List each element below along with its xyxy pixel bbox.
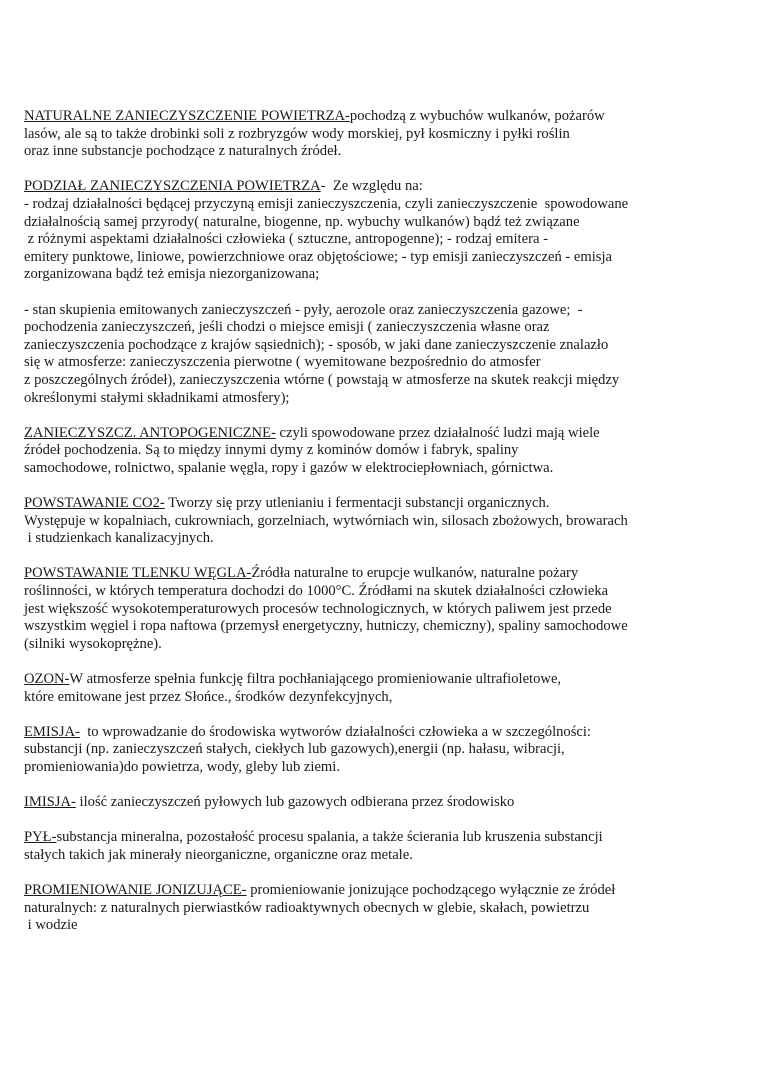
term-heading: PROMIENIOWANIE JONIZUJĄCE-: [24, 882, 247, 899]
text-run: promieniowanie jonizujące pochodzącego wyłącznie ze źródeł: [246, 882, 616, 899]
text-line: naturalnych: z naturalnych pierwiastków radioaktywnych obecnych w glebie, skałach, powietrzu: [24, 899, 590, 916]
text-line: stałych takich jak minerały nieorganiczne, organiczne oraz metale.: [24, 846, 413, 863]
text-run: W atmosferze spełnia funkcję filtra pochłaniającego promieniowanie ultrafioletowe,: [69, 671, 562, 687]
text-line: się w atmosferze: zanieczyszczenia pierwotne ( wyemitowane bezpośrednio do atmosfer: [24, 354, 541, 371]
text-line: emitery punktowe, liniowe, powierzchniowe oraz objętościowe; - typ emisji zanieczyszczeń - emisja: [24, 248, 612, 265]
section-carbon-monoxide-formation: [24, 565, 744, 653]
text-line: - stan skupienia emitowanych zanieczyszczeń - pyły, aerozole oraz zanieczyszczenia gazowe; -: [24, 301, 583, 318]
text-line: [24, 108, 744, 126]
section-emission: [24, 724, 744, 777]
text-line: oraz inne substancje pochodzące z naturalnych źródeł.: [24, 143, 342, 160]
text-line: [24, 495, 744, 513]
text-line: substancji (np. zanieczyszczeń stałych, ciekłych lub gazowych),energii (np. hałasu, wibracji,: [24, 741, 565, 758]
section-dust: [24, 829, 744, 864]
text-run: - Ze względu na:: [320, 178, 423, 195]
section-anthropogenic-pollution: [24, 425, 744, 478]
text-line: [24, 425, 744, 443]
text-run: ilość zanieczyszczeń pyłowych lub gazowych odbierana przez środowisko: [75, 794, 515, 811]
text-line: z poszczególnych źródeł), zanieczyszczenia wtórne ( powstają w atmosferze na skutek reakcji między: [24, 371, 620, 388]
text-line: samochodowe, rolnictwo, spalanie węgla, ropy i gazów w elektrociepłowniach, górnictwa.: [24, 459, 554, 476]
section-ozone: [24, 671, 744, 706]
section-pollution-division-continued: [24, 302, 744, 408]
text-line: jest większość wysokotemperaturowych procesów technologicznych, w których paliwem jest przede: [24, 600, 612, 617]
text-run: substancja mineralna, pozostałość procesu spalania, a także ścierania lub kruszenia substancji: [56, 829, 603, 846]
text-run: czyli spowodowane przez działalność ludzi mają wiele: [275, 424, 600, 441]
text-line: Występuje w kopalniach, cukrowniach, gorzelniach, wytwórniach win, silosach zbożowych, browarach: [24, 512, 628, 529]
section-immission: [24, 794, 744, 812]
text-line: działalnością samej przyrody( naturalne, biogenne, np. wybuchy wulkanów) bądź też związane: [24, 213, 580, 230]
text-line: i wodzie: [24, 917, 78, 934]
section-natural-pollution: [24, 108, 744, 161]
section-co2-formation: [24, 495, 744, 548]
text-line: roślinności, w których temperatura dochodzi do 1000°C. Źródłami na skutek działalności człowieka: [24, 583, 609, 600]
term-heading: IMISJA-: [24, 794, 76, 811]
text-line: [24, 829, 744, 847]
text-line: źródeł pochodzenia. Są to między innymi dymy z kominów domów i fabryk, spaliny: [24, 442, 519, 459]
text-line: [24, 178, 744, 196]
text-line: [24, 724, 744, 742]
text-run: Źródła naturalne to erupcje wulkanów, naturalne pożary: [251, 565, 579, 582]
text-line: promieniowania)do powietrza, wody, gleby lub ziemi.: [24, 758, 340, 775]
text-run: pochodzą z wybuchów wulkanów, pożarów: [349, 108, 605, 124]
text-line: (silniki wysokoprężne).: [24, 635, 162, 652]
term-heading: POWSTAWANIE CO2-: [24, 495, 165, 512]
term-heading: NATURALNE ZANIECZYSZCZENIE POWIETRZA-: [24, 108, 350, 124]
text-line: wszystkim węgiel i ropa naftowa (przemysł energetyczny, hutniczy, chemiczny), spaliny samochodowe: [24, 618, 628, 635]
text-run: Tworzy się przy utlenianiu i fermentacji substancji organicznych.: [164, 495, 550, 512]
text-line: [24, 671, 744, 689]
text-line: pochodzenia zanieczyszczeń, jeśli chodzi o miejsce emisji ( zanieczyszczenia własne oraz: [24, 319, 550, 336]
text-line: zanieczyszczenia pochodzące z krajów sąsiednich); - sposób, w jaki dane zanieczyszczenie znalazło: [24, 336, 609, 353]
text-line: zorganizowana bądź też emisja niezorganizowana;: [24, 266, 320, 283]
text-line: - rodzaj działalności będącej przyczyną emisji zanieczyszczenia, czyli zanieczyszczenie spowodowane: [24, 195, 629, 212]
term-heading: EMISJA-: [24, 723, 80, 740]
text-line: i studzienkach kanalizacyjnych.: [24, 530, 214, 547]
text-line: [24, 882, 744, 900]
text-line: [24, 794, 744, 812]
text-line: określonymi stałymi składnikami atmosfery);: [24, 389, 290, 406]
document-body: [24, 108, 744, 953]
text-line: lasów, ale są to także drobinki soli z rozbryzgów wody morskiej, pył kosmiczny i pyłki roślin: [24, 125, 570, 142]
section-ionizing-radiation: [24, 882, 744, 935]
term-heading: OZON-: [24, 671, 70, 687]
text-line: z różnymi aspektami działalności człowieka ( sztuczne, antropogenne); - rodzaj emitera -: [24, 231, 548, 248]
term-heading: PODZIAŁ ZANIECZYSZCZENIA POWIETRZA: [24, 178, 321, 195]
text-run: to wprowadzanie do środowiska wytworów działalności człowieka a w szczególności:: [79, 723, 591, 740]
section-pollution-division: [24, 178, 744, 284]
text-line: które emitowane jest przez Słońce., środków dezynfekcyjnych,: [24, 688, 393, 705]
term-heading: ZANIECZYSZCZ. ANTOPOGENICZNE-: [24, 424, 276, 441]
term-heading: POWSTAWANIE TLENKU WĘGLA-: [24, 565, 252, 582]
text-line: [24, 565, 744, 583]
term-heading: PYŁ-: [24, 829, 57, 846]
